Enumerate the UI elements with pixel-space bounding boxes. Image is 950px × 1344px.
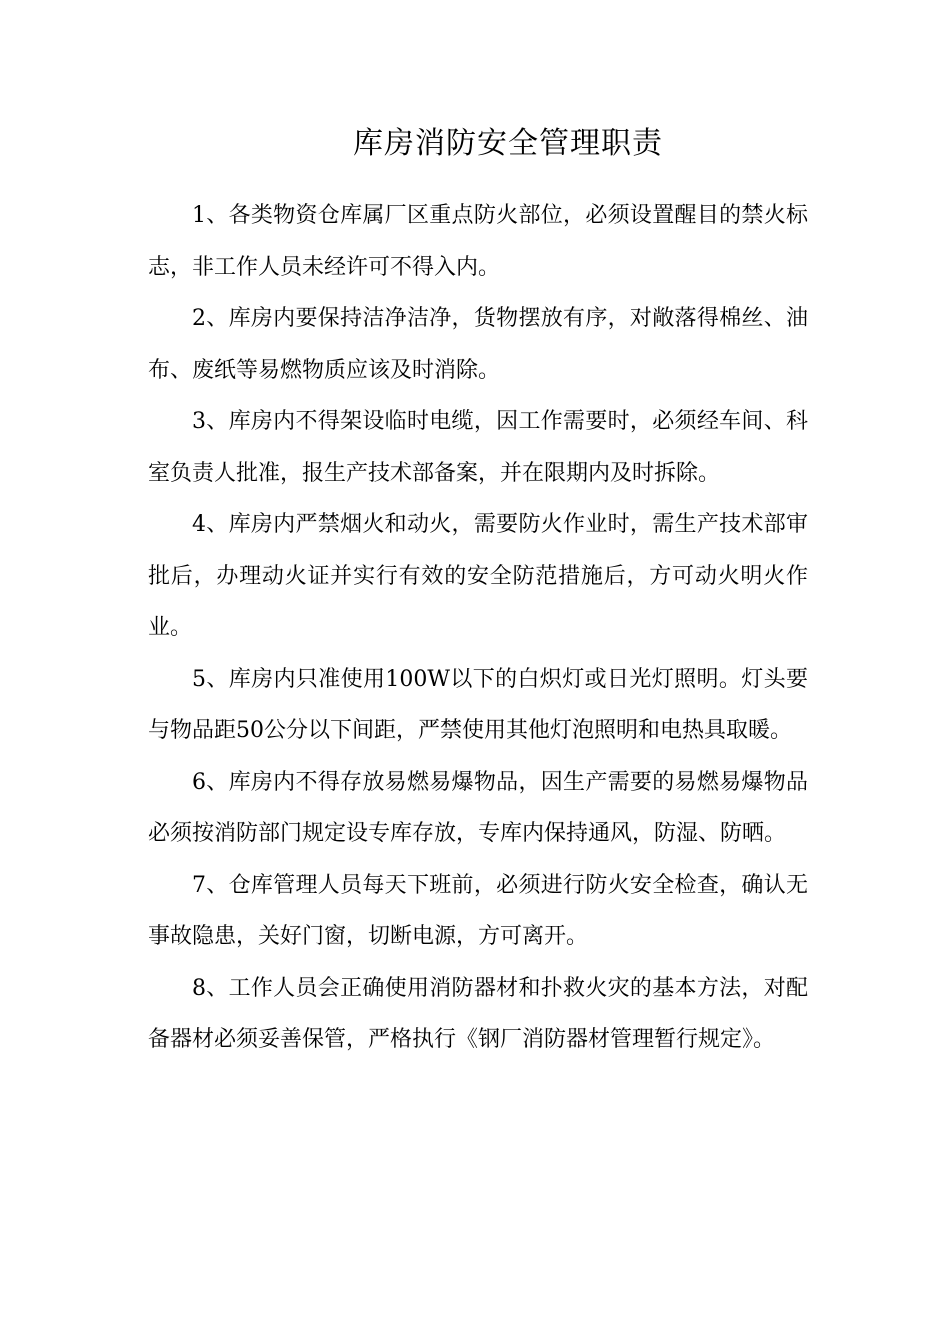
paragraph-1	[148, 190, 808, 293]
paragraph-8-text: 8、工作人员会正确使用消防器材和扑救火灾的基本方法，对配备器材必须妥善保管，严格执行《钢厂消防器材管理暂行规定》。	[148, 975, 808, 1052]
paragraph-3	[148, 396, 808, 499]
paragraph-4	[148, 499, 808, 654]
paragraph-5	[148, 654, 808, 757]
paragraph-5-text: 5、库房内只准使用100W以下的白炽灯或日光灯照明。灯头要与物品距50公分以下间距，严禁使用其他灯泡照明和电热具取暖。	[148, 666, 808, 743]
document-body	[148, 190, 808, 1066]
paragraph-7-text: 7、仓库管理人员每天下班前，必须进行防火安全检查，确认无事故隐患，关好门窗，切断电源，方可离开。	[148, 872, 808, 949]
document-title: 库房消防安全管理职责	[353, 126, 663, 161]
paragraph-7	[148, 860, 808, 963]
paragraph-3-text: 3、库房内不得架设临时电缆，因工作需要时，必须经车间、科室负责人批准，报生产技术部备案，并在限期内及时拆除。	[148, 409, 808, 486]
paragraph-1-text: 1、各类物资仓库属厂区重点防火部位，必须设置醒目的禁火标志，非工作人员未经许可不得入内。	[148, 203, 808, 280]
paragraph-6-text: 6、库房内不得存放易燃易爆物品，因生产需要的易燃易爆物品必须按消防部门规定设专库存放，专库内保持通风，防湿、防晒。	[148, 769, 808, 846]
paragraph-4-text: 4、库房内严禁烟火和动火，需要防火作业时，需生产技术部审批后，办理动火证并实行有效的安全防范措施后，方可动火明火作业。	[148, 512, 808, 640]
paragraph-2	[148, 293, 808, 396]
paragraph-6	[148, 757, 808, 860]
paragraph-8	[148, 963, 808, 1066]
paragraph-2-text: 2、库房内要保持洁净洁净，货物摆放有序，对敞落得棉丝、油布、废纸等易燃物质应该及时消除。	[148, 306, 808, 383]
